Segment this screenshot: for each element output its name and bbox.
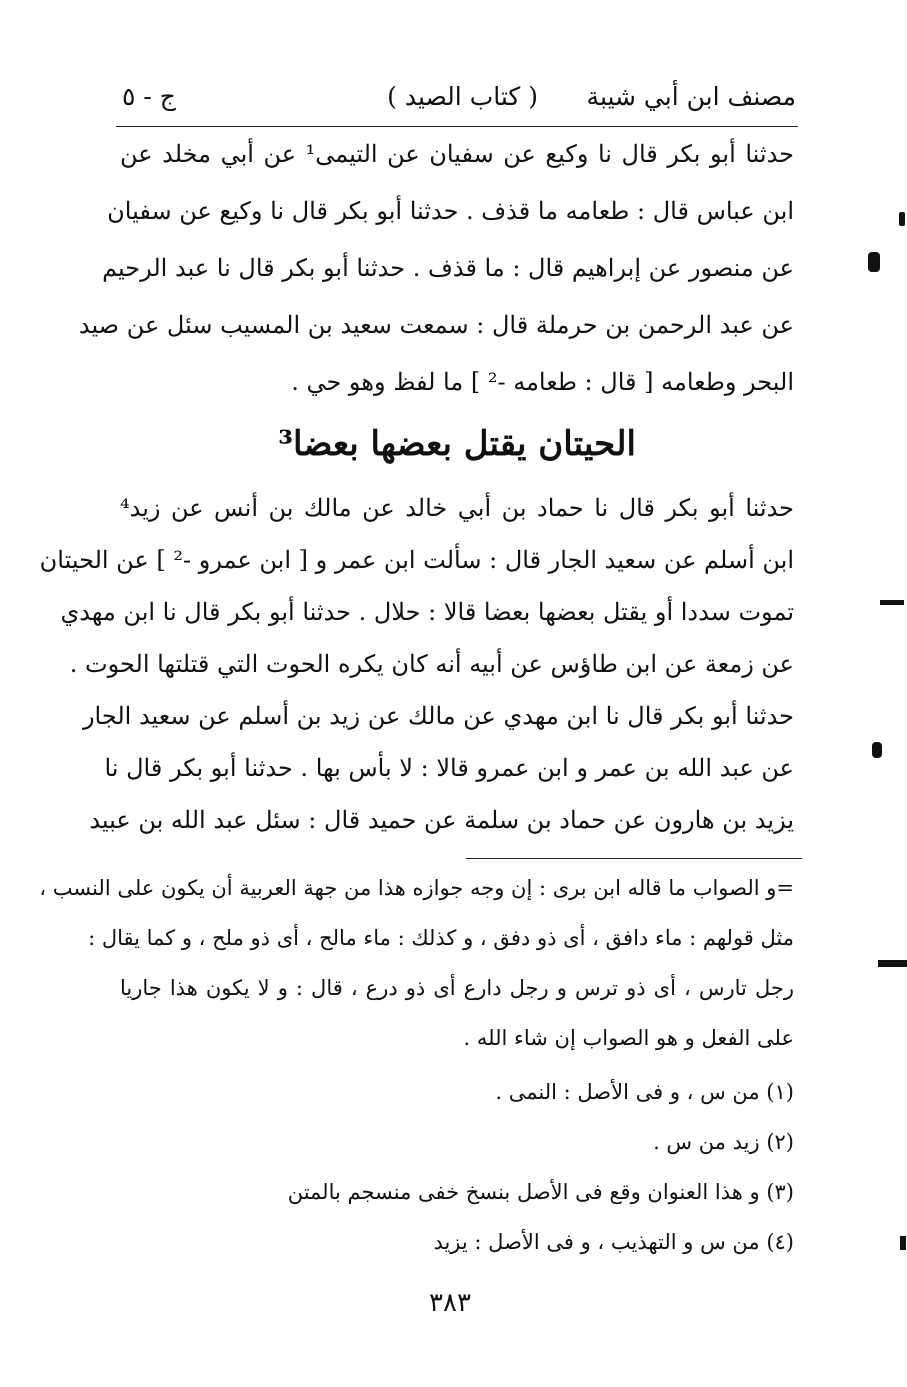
header-volume: ج - ٥ — [122, 82, 176, 111]
footnote-3: (٣) و هذا العنوان وقع فى الأصل بنسخ خفى منسجم بالمتن — [287, 1180, 794, 1204]
footnote-continuation-line: على الفعل و هو الصواب إن شاء الله . — [463, 1026, 794, 1050]
scan-mark — [899, 212, 905, 226]
header-rule — [116, 126, 798, 127]
scan-mark — [900, 1236, 906, 1250]
page-number: ٣٨٣ — [429, 1288, 471, 1318]
body-line: البحر وطعامه [ قال : طعامه -² ] ما لفظ وهو حي . — [291, 368, 794, 396]
scan-mark — [878, 960, 907, 967]
body-line: حدثنا أبو بكر قال نا وكيع عن سفيان عن التيمى¹ عن أبي مخلد عن — [120, 140, 794, 168]
body-line: عن عبد الله بن عمر و ابن عمرو قالا : لا بأس بها . حدثنا أبو بكر قال نا — [104, 754, 794, 782]
scan-mark — [872, 742, 882, 758]
body-line: تموت سددا أو يقتل بعضها بعضا قالا : حلال . حدثنا أبو بكر قال نا ابن مهدي — [60, 598, 794, 626]
footnote-2: (٢) زيد من س . — [653, 1130, 794, 1154]
body-line: ابن عباس قال : طعامه ما قذف . حدثنا أبو بكر قال نا وكيع عن سفيان — [107, 197, 794, 225]
scan-mark — [880, 600, 904, 605]
scan-mark — [868, 252, 880, 272]
running-header — [118, 78, 796, 124]
footnote-continuation-line: =و الصواب ما قاله ابن برى : إن وجه جوازه هذا من جهة العربية أن يكون على النسب ، — [39, 876, 794, 900]
body-line: ابن أسلم عن سعيد الجار قال : سألت ابن عمر و [ ابن عمرو -² ] عن الحيتان — [39, 546, 794, 574]
footnote-continuation-line: رجل تارس ، أى ذو ترس و رجل دارع أى ذو درع ، قال : و لا يكون هذا جاريا — [120, 976, 794, 1000]
footnote-continuation-line: مثل قولهم : ماء دافق ، أى ذو دفق ، و كذلك : ماء مالح ، أى ذو ملح ، و كما يقال : — [88, 926, 794, 950]
body-line: حدثنا أبو بكر قال نا حماد بن أبي خالد عن مالك بن أنس عن زيد⁴ — [120, 494, 794, 522]
body-line: عن عبد الرحمن بن حرملة قال : سمعت سعيد بن المسيب سئل عن صيد — [78, 311, 794, 339]
header-book-title: مصنف ابن أبي شيبة — [586, 82, 796, 111]
footnote-rule — [466, 858, 802, 859]
footnote-4: (٤) من س و التهذيب ، و فى الأصل : يزيد — [433, 1230, 794, 1254]
section-heading: الحيتان يقتل بعضها بعضا³ — [278, 424, 636, 464]
body-line: عن زمعة عن ابن طاؤس عن أبيه أنه كان يكره الحوت التي قتلتها الحوت . — [69, 650, 794, 678]
body-line: حدثنا أبو بكر قال نا ابن مهدي عن مالك عن زيد بن أسلم عن سعيد الجار — [82, 702, 794, 730]
header-chapter-title: ( كتاب الصيد ) — [387, 82, 538, 111]
footnote-1: (١) من س ، و فى الأصل : النمى . — [495, 1080, 794, 1104]
body-line: يزيد بن هارون عن حماد بن سلمة عن حميد قال : سئل عبد الله بن عبيد — [89, 806, 794, 834]
body-line: عن منصور عن إبراهيم قال : ما قذف . حدثنا أبو بكر قال نا عبد الرحيم — [102, 254, 794, 282]
